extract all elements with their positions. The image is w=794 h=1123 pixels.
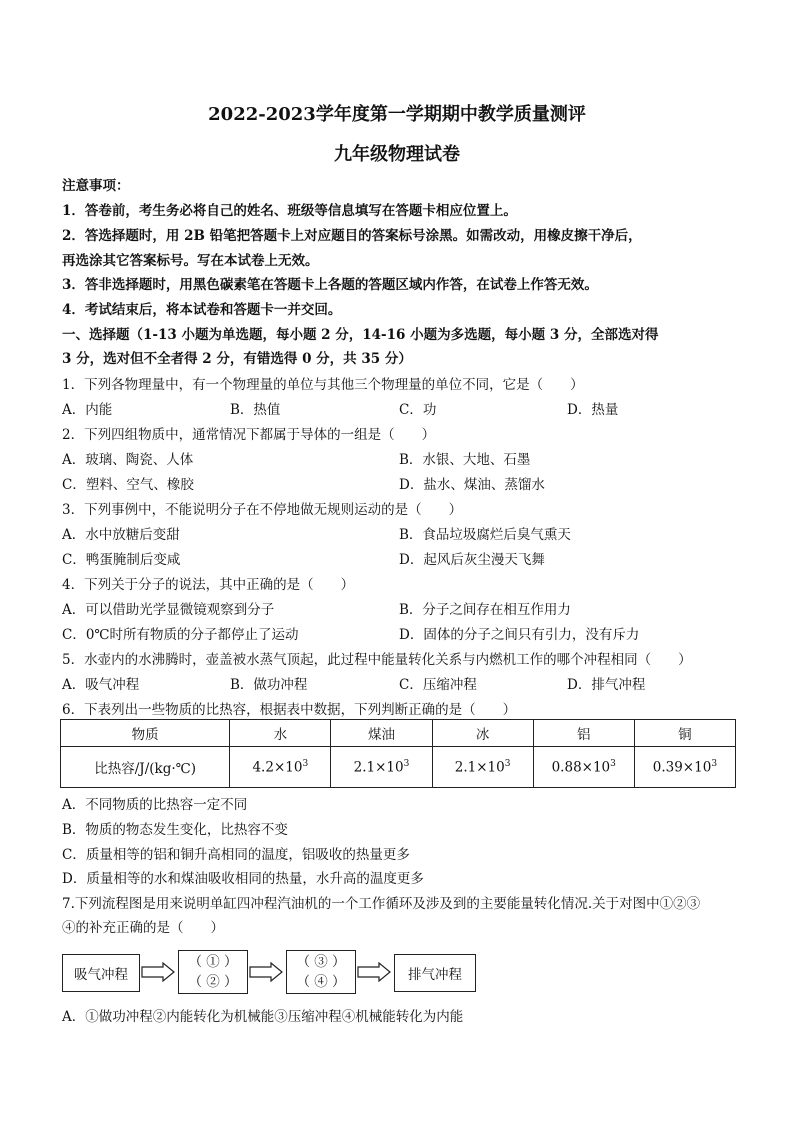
table-header-cell: 水 [230,720,331,747]
q4-option-a: A．可以借助光学显微镜观察到分子 [62,602,275,618]
q6-option-b: B．物质的物态发生变化，比热容不变 [62,822,288,838]
table-header-cell: 煤油 [331,720,432,747]
note-1: 1．答卷前，考生务必将自己的姓名、班级等信息填写在答题卡相应位置上。 [62,203,517,219]
table-cell: $0.39\times 10^3$ [634,747,735,788]
q3-option-d: D．起风后灰尘漫天飞舞 [399,552,545,568]
q1-option-d: D．热量 [567,402,619,418]
q2-option-d: D．盐水、煤油、蒸馏水 [399,477,545,493]
table-header-row [61,720,736,747]
q4-option-c: C．0℃时所有物质的分子都停止了运动 [62,627,299,643]
flow-arrow-icon [249,962,283,982]
q5-option-c: C．压缩冲程 [399,677,477,693]
table-header-cell: 铜 [634,720,735,747]
q6-option-d: D．质量相等的水和煤油吸收相同的热量，水升高的温度更多 [62,871,424,887]
q7-stem-line1: 7.下列流程图是用来说明单缸四冲程汽油机的一个工作循环及涉及到的主要能量转化情况.关于对图中①②③ [62,896,701,912]
flow-box-exhaust: 排气冲程 [394,954,476,992]
q7-option-a: A．①做功冲程②内能转化为机械能③压缩冲程④机械能转化为内能 [62,1009,464,1025]
q1-option-a: A．内能 [62,402,113,418]
q2-stem: 2．下列四组物质中，通常情况下都属于导体的一组是（ ） [62,427,436,443]
table-row-label: 比热容/J/(kg·℃) [61,747,230,788]
table-cell: $0.88\times 10^3$ [533,747,634,788]
engine-cycle-flowchart [62,950,482,994]
q2-option-b: B．水银、大地、石墨 [399,452,531,468]
q3-option-b: B．食品垃圾腐烂后臭气熏天 [399,527,571,543]
flow-box-intake: 吸气冲程 [62,954,140,992]
flow-arrow-icon [141,962,175,982]
note-4: 4．考试结束后，将本试卷和答题卡一并交回。 [62,302,342,318]
q3-option-a: A．水中放糖后变甜 [62,527,180,543]
note-2a: 2．答选择题时，用 2B 铅笔把答题卡上对应题目的答案标号涂黑。如需改动，用橡皮擦干净后， [62,228,642,244]
flow-box-step3 [286,950,356,994]
flow-blank-1: （ ① ） [188,954,238,970]
q4-option-b: B．分子之间存在相互作用力 [399,602,571,618]
section1-heading-line2: 3 分，选对但不全者得 2 分，有错选得 0 分，共 35 分） [62,351,412,367]
table-cell: $2.1\times 10^3$ [432,747,533,788]
q6-option-c: C．质量相等的铝和铜升高相同的温度，铝吸收的热量更多 [62,847,410,863]
flow-arrow-icon [357,962,391,982]
section1-heading-line1: 一、选择题（1-13 小题为单选题，每小题 2 分，14-16 小题为多选题，每小题 3 分，全部选对得 [62,327,659,343]
flow-blank-3: （ ③ ） [296,954,346,970]
q2-option-c: C．塑料、空气、橡胶 [62,477,194,493]
q4-stem: 4．下列关于分子的说法，其中正确的是（ ） [62,577,355,593]
note-2b: 再选涂其它答案标号。写在本试卷上无效。 [62,253,319,269]
flow-blank-4: （ ④ ） [296,974,346,990]
exam-title: 2022-2023学年度第一学期期中教学质量测评 [208,104,586,125]
q2-option-a: A．玻璃、陶瓷、人体 [62,452,194,468]
q7-stem-line2: ④的补充正确的是（ ） [62,920,224,936]
q5-option-d: D．排气冲程 [567,677,646,693]
specific-heat-table [60,719,736,788]
q3-option-c: C．鸭蛋腌制后变咸 [62,552,181,568]
note-3: 3．答非选择题时，用黑色碳素笔在答题卡上各题的答题区域内作答，在试卷上作答无效。 [62,277,598,293]
q4-option-d: D．固体的分子之间只有引力，没有斥力 [399,627,640,643]
table-header-cell: 物质 [61,720,230,747]
table-header-cell: 冰 [432,720,533,747]
notes-heading: 注意事项： [62,178,130,194]
table-row [61,747,736,788]
q5-stem: 5．水壶内的水沸腾时，壶盖被水蒸气顶起，此过程中能量转化关系与内燃机工作的哪个冲程相同（ ） [62,652,692,668]
flow-blank-2: （ ② ） [188,974,238,990]
table-cell: $2.1\times 10^3$ [331,747,432,788]
q3-stem: 3．下列事例中，不能说明分子在不停地做无规则运动的是（ ） [62,502,463,518]
q6-stem: 6．下表列出一些物质的比热容，根据表中数据，下列判断正确的是（ ） [62,702,517,718]
table-header-cell: 铝 [533,720,634,747]
q5-option-b: B．做功冲程 [230,677,308,693]
exam-subtitle: 九年级物理试卷 [334,144,460,165]
q1-option-c: C．功 [399,402,437,418]
q5-option-a: A．吸气冲程 [62,677,140,693]
flow-box-step2 [178,950,248,994]
q1-stem: 1．下列各物理量中，有一个物理量的单位与其他三个物理量的单位不同，它是（ ） [62,377,584,393]
q6-option-a: A．不同物质的比热容一定不同 [62,797,248,813]
table-cell: $4.2\times 10^3$ [230,747,331,788]
q1-option-b: B．热值 [230,402,281,418]
